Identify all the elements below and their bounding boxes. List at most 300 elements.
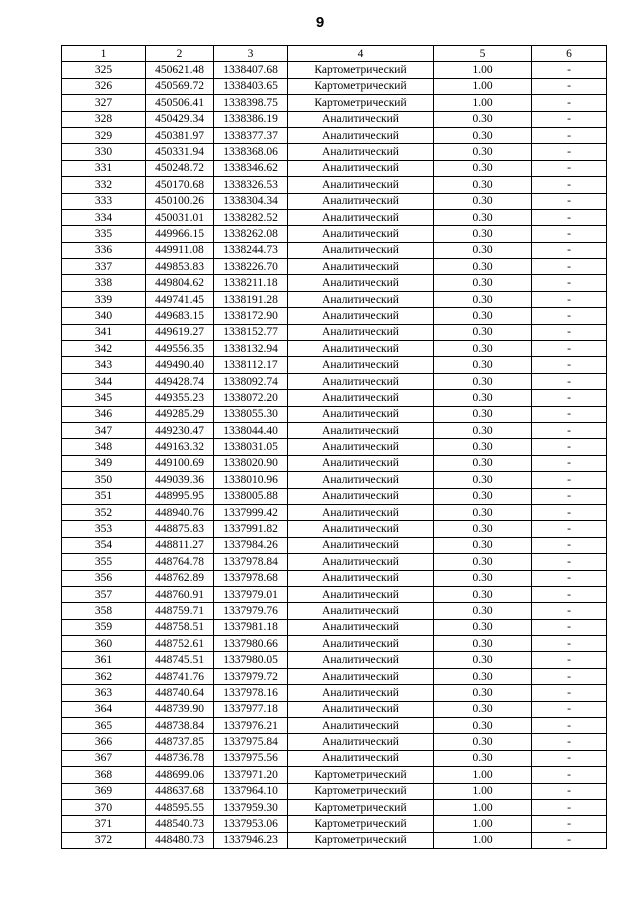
x-coordinate-cell: 448595.55 bbox=[146, 799, 214, 815]
y-coordinate-cell: 1338262.08 bbox=[214, 226, 288, 242]
accuracy-cell: 0.30 bbox=[434, 734, 532, 750]
x-coordinate-cell: 449853.83 bbox=[146, 259, 214, 275]
method-cell: Картометрический bbox=[288, 799, 434, 815]
x-coordinate-cell: 448759.71 bbox=[146, 603, 214, 619]
table-row bbox=[62, 111, 607, 127]
method-cell: Аналитический bbox=[288, 275, 434, 291]
accuracy-cell: 0.30 bbox=[434, 537, 532, 553]
point-number-cell: 367 bbox=[62, 750, 146, 766]
note-cell: - bbox=[532, 816, 607, 832]
point-number-cell: 368 bbox=[62, 767, 146, 783]
accuracy-cell: 0.30 bbox=[434, 275, 532, 291]
table-row bbox=[62, 603, 607, 619]
method-cell: Аналитический bbox=[288, 750, 434, 766]
table-row bbox=[62, 406, 607, 422]
table-row bbox=[62, 242, 607, 258]
note-cell: - bbox=[532, 373, 607, 389]
y-coordinate-cell: 1338072.20 bbox=[214, 390, 288, 406]
note-cell: - bbox=[532, 95, 607, 111]
accuracy-cell: 1.00 bbox=[434, 62, 532, 78]
y-coordinate-cell: 1338112.17 bbox=[214, 357, 288, 373]
table-row bbox=[62, 521, 607, 537]
note-cell: - bbox=[532, 455, 607, 471]
note-cell: - bbox=[532, 718, 607, 734]
table-row bbox=[62, 636, 607, 652]
x-coordinate-cell: 450429.34 bbox=[146, 111, 214, 127]
accuracy-cell: 0.30 bbox=[434, 357, 532, 373]
x-coordinate-cell: 450170.68 bbox=[146, 177, 214, 193]
x-coordinate-cell: 450506.41 bbox=[146, 95, 214, 111]
x-coordinate-cell: 448762.89 bbox=[146, 570, 214, 586]
y-coordinate-cell: 1338092.74 bbox=[214, 373, 288, 389]
point-number-cell: 357 bbox=[62, 586, 146, 602]
table-row bbox=[62, 259, 607, 275]
table-row bbox=[62, 127, 607, 143]
y-coordinate-cell: 1338055.30 bbox=[214, 406, 288, 422]
x-coordinate-cell: 448637.68 bbox=[146, 783, 214, 799]
note-cell: - bbox=[532, 78, 607, 94]
x-coordinate-cell: 450248.72 bbox=[146, 160, 214, 176]
y-coordinate-cell: 1338172.90 bbox=[214, 308, 288, 324]
accuracy-cell: 1.00 bbox=[434, 799, 532, 815]
point-number-cell: 347 bbox=[62, 422, 146, 438]
y-coordinate-cell: 1338407.68 bbox=[214, 62, 288, 78]
x-coordinate-cell: 449163.32 bbox=[146, 439, 214, 455]
table-row bbox=[62, 619, 607, 635]
note-cell: - bbox=[532, 439, 607, 455]
x-coordinate-cell: 448764.78 bbox=[146, 554, 214, 570]
x-coordinate-cell: 448811.27 bbox=[146, 537, 214, 553]
accuracy-cell: 0.30 bbox=[434, 570, 532, 586]
point-number-cell: 369 bbox=[62, 783, 146, 799]
point-number-cell: 326 bbox=[62, 78, 146, 94]
method-cell: Аналитический bbox=[288, 193, 434, 209]
y-coordinate-cell: 1338244.73 bbox=[214, 242, 288, 258]
method-cell: Аналитический bbox=[288, 472, 434, 488]
point-number-cell: 333 bbox=[62, 193, 146, 209]
x-coordinate-cell: 448740.64 bbox=[146, 685, 214, 701]
note-cell: - bbox=[532, 193, 607, 209]
table-row bbox=[62, 718, 607, 734]
y-coordinate-cell: 1338211.18 bbox=[214, 275, 288, 291]
accuracy-cell: 0.30 bbox=[434, 701, 532, 717]
x-coordinate-cell: 449285.29 bbox=[146, 406, 214, 422]
point-number-cell: 359 bbox=[62, 619, 146, 635]
table-row bbox=[62, 455, 607, 471]
table-row bbox=[62, 275, 607, 291]
table-row bbox=[62, 439, 607, 455]
y-coordinate-cell: 1338398.75 bbox=[214, 95, 288, 111]
x-coordinate-cell: 448940.76 bbox=[146, 504, 214, 520]
accuracy-cell: 1.00 bbox=[434, 832, 532, 848]
note-cell: - bbox=[532, 209, 607, 225]
header-cell-2: 2 bbox=[146, 46, 214, 62]
y-coordinate-cell: 1338226.70 bbox=[214, 259, 288, 275]
y-coordinate-cell: 1338326.53 bbox=[214, 177, 288, 193]
method-cell: Картометрический bbox=[288, 832, 434, 848]
point-number-cell: 366 bbox=[62, 734, 146, 750]
method-cell: Аналитический bbox=[288, 422, 434, 438]
point-number-cell: 372 bbox=[62, 832, 146, 848]
point-number-cell: 331 bbox=[62, 160, 146, 176]
accuracy-cell: 0.30 bbox=[434, 668, 532, 684]
y-coordinate-cell: 1337953.06 bbox=[214, 816, 288, 832]
note-cell: - bbox=[532, 832, 607, 848]
note-cell: - bbox=[532, 242, 607, 258]
x-coordinate-cell: 449556.35 bbox=[146, 341, 214, 357]
method-cell: Аналитический bbox=[288, 439, 434, 455]
y-coordinate-cell: 1338010.96 bbox=[214, 472, 288, 488]
method-cell: Аналитический bbox=[288, 521, 434, 537]
table-row bbox=[62, 341, 607, 357]
accuracy-cell: 0.30 bbox=[434, 177, 532, 193]
accuracy-cell: 0.30 bbox=[434, 439, 532, 455]
method-cell: Аналитический bbox=[288, 685, 434, 701]
x-coordinate-cell: 448752.61 bbox=[146, 636, 214, 652]
point-number-cell: 349 bbox=[62, 455, 146, 471]
x-coordinate-cell: 450100.26 bbox=[146, 193, 214, 209]
note-cell: - bbox=[532, 406, 607, 422]
y-coordinate-cell: 1338304.34 bbox=[214, 193, 288, 209]
method-cell: Аналитический bbox=[288, 406, 434, 422]
table-row bbox=[62, 62, 607, 78]
note-cell: - bbox=[532, 521, 607, 537]
point-number-cell: 335 bbox=[62, 226, 146, 242]
header-cell-3: 3 bbox=[214, 46, 288, 62]
method-cell: Аналитический bbox=[288, 718, 434, 734]
y-coordinate-cell: 1337980.05 bbox=[214, 652, 288, 668]
note-cell: - bbox=[532, 390, 607, 406]
x-coordinate-cell: 448736.78 bbox=[146, 750, 214, 766]
note-cell: - bbox=[532, 668, 607, 684]
accuracy-cell: 0.30 bbox=[434, 422, 532, 438]
note-cell: - bbox=[532, 750, 607, 766]
method-cell: Аналитический bbox=[288, 570, 434, 586]
accuracy-cell: 0.30 bbox=[434, 472, 532, 488]
accuracy-cell: 0.30 bbox=[434, 226, 532, 242]
table-row bbox=[62, 668, 607, 684]
x-coordinate-cell: 449490.40 bbox=[146, 357, 214, 373]
point-number-cell: 332 bbox=[62, 177, 146, 193]
x-coordinate-cell: 449355.23 bbox=[146, 390, 214, 406]
point-number-cell: 365 bbox=[62, 718, 146, 734]
table-row bbox=[62, 291, 607, 307]
x-coordinate-cell: 450381.97 bbox=[146, 127, 214, 143]
table-row bbox=[62, 160, 607, 176]
method-cell: Аналитический bbox=[288, 291, 434, 307]
point-number-cell: 338 bbox=[62, 275, 146, 291]
y-coordinate-cell: 1337977.18 bbox=[214, 701, 288, 717]
table-body bbox=[62, 62, 607, 849]
table-row bbox=[62, 652, 607, 668]
accuracy-cell: 1.00 bbox=[434, 783, 532, 799]
accuracy-cell: 0.30 bbox=[434, 259, 532, 275]
method-cell: Аналитический bbox=[288, 160, 434, 176]
note-cell: - bbox=[532, 226, 607, 242]
x-coordinate-cell: 448875.83 bbox=[146, 521, 214, 537]
accuracy-cell: 0.30 bbox=[434, 685, 532, 701]
accuracy-cell: 0.30 bbox=[434, 554, 532, 570]
table-row bbox=[62, 193, 607, 209]
point-number-cell: 337 bbox=[62, 259, 146, 275]
method-cell: Аналитический bbox=[288, 127, 434, 143]
x-coordinate-cell: 448739.90 bbox=[146, 701, 214, 717]
method-cell: Аналитический bbox=[288, 537, 434, 553]
note-cell: - bbox=[532, 767, 607, 783]
table-row bbox=[62, 750, 607, 766]
accuracy-cell: 1.00 bbox=[434, 816, 532, 832]
method-cell: Картометрический bbox=[288, 816, 434, 832]
point-number-cell: 354 bbox=[62, 537, 146, 553]
table-row bbox=[62, 799, 607, 815]
method-cell: Картометрический bbox=[288, 95, 434, 111]
accuracy-cell: 0.30 bbox=[434, 504, 532, 520]
table-row bbox=[62, 209, 607, 225]
x-coordinate-cell: 448758.51 bbox=[146, 619, 214, 635]
note-cell: - bbox=[532, 734, 607, 750]
note-cell: - bbox=[532, 308, 607, 324]
note-cell: - bbox=[532, 636, 607, 652]
y-coordinate-cell: 1337975.84 bbox=[214, 734, 288, 750]
x-coordinate-cell: 449741.45 bbox=[146, 291, 214, 307]
y-coordinate-cell: 1338377.37 bbox=[214, 127, 288, 143]
accuracy-cell: 0.30 bbox=[434, 603, 532, 619]
method-cell: Аналитический bbox=[288, 259, 434, 275]
accuracy-cell: 0.30 bbox=[434, 406, 532, 422]
note-cell: - bbox=[532, 341, 607, 357]
table-row bbox=[62, 816, 607, 832]
note-cell: - bbox=[532, 685, 607, 701]
method-cell: Аналитический bbox=[288, 701, 434, 717]
note-cell: - bbox=[532, 652, 607, 668]
point-number-cell: 358 bbox=[62, 603, 146, 619]
note-cell: - bbox=[532, 177, 607, 193]
y-coordinate-cell: 1337981.18 bbox=[214, 619, 288, 635]
note-cell: - bbox=[532, 783, 607, 799]
x-coordinate-cell: 450569.72 bbox=[146, 78, 214, 94]
x-coordinate-cell: 450331.94 bbox=[146, 144, 214, 160]
x-coordinate-cell: 449966.15 bbox=[146, 226, 214, 242]
method-cell: Аналитический bbox=[288, 144, 434, 160]
point-number-cell: 330 bbox=[62, 144, 146, 160]
note-cell: - bbox=[532, 275, 607, 291]
table-row bbox=[62, 373, 607, 389]
note-cell: - bbox=[532, 472, 607, 488]
y-coordinate-cell: 1338368.06 bbox=[214, 144, 288, 160]
y-coordinate-cell: 1337999.42 bbox=[214, 504, 288, 520]
point-number-cell: 325 bbox=[62, 62, 146, 78]
note-cell: - bbox=[532, 603, 607, 619]
note-cell: - bbox=[532, 324, 607, 340]
y-coordinate-cell: 1337964.10 bbox=[214, 783, 288, 799]
method-cell: Аналитический bbox=[288, 554, 434, 570]
accuracy-cell: 0.30 bbox=[434, 750, 532, 766]
accuracy-cell: 0.30 bbox=[434, 209, 532, 225]
method-cell: Аналитический bbox=[288, 619, 434, 635]
method-cell: Аналитический bbox=[288, 242, 434, 258]
method-cell: Аналитический bbox=[288, 373, 434, 389]
accuracy-cell: 0.30 bbox=[434, 521, 532, 537]
table-row bbox=[62, 783, 607, 799]
point-number-cell: 361 bbox=[62, 652, 146, 668]
y-coordinate-cell: 1338044.40 bbox=[214, 422, 288, 438]
x-coordinate-cell: 449911.08 bbox=[146, 242, 214, 258]
point-number-cell: 336 bbox=[62, 242, 146, 258]
x-coordinate-cell: 449100.69 bbox=[146, 455, 214, 471]
accuracy-cell: 0.30 bbox=[434, 160, 532, 176]
method-cell: Аналитический bbox=[288, 488, 434, 504]
point-number-cell: 345 bbox=[62, 390, 146, 406]
point-number-cell: 348 bbox=[62, 439, 146, 455]
note-cell: - bbox=[532, 259, 607, 275]
note-cell: - bbox=[532, 62, 607, 78]
table-row bbox=[62, 357, 607, 373]
y-coordinate-cell: 1337946.23 bbox=[214, 832, 288, 848]
x-coordinate-cell: 449230.47 bbox=[146, 422, 214, 438]
accuracy-cell: 1.00 bbox=[434, 95, 532, 111]
y-coordinate-cell: 1338152.77 bbox=[214, 324, 288, 340]
x-coordinate-cell: 449428.74 bbox=[146, 373, 214, 389]
point-number-cell: 352 bbox=[62, 504, 146, 520]
y-coordinate-cell: 1337978.68 bbox=[214, 570, 288, 586]
header-cell-5: 5 bbox=[434, 46, 532, 62]
y-coordinate-cell: 1338020.90 bbox=[214, 455, 288, 471]
note-cell: - bbox=[532, 570, 607, 586]
note-cell: - bbox=[532, 127, 607, 143]
point-number-cell: 360 bbox=[62, 636, 146, 652]
table-row bbox=[62, 537, 607, 553]
table-row bbox=[62, 226, 607, 242]
x-coordinate-cell: 449804.62 bbox=[146, 275, 214, 291]
table-row bbox=[62, 78, 607, 94]
note-cell: - bbox=[532, 357, 607, 373]
method-cell: Аналитический bbox=[288, 308, 434, 324]
table-row bbox=[62, 390, 607, 406]
x-coordinate-cell: 448995.95 bbox=[146, 488, 214, 504]
table-row bbox=[62, 308, 607, 324]
y-coordinate-cell: 1337959.30 bbox=[214, 799, 288, 815]
point-number-cell: 341 bbox=[62, 324, 146, 340]
x-coordinate-cell: 448737.85 bbox=[146, 734, 214, 750]
x-coordinate-cell: 449683.15 bbox=[146, 308, 214, 324]
y-coordinate-cell: 1337978.84 bbox=[214, 554, 288, 570]
x-coordinate-cell: 448738.84 bbox=[146, 718, 214, 734]
y-coordinate-cell: 1338005.88 bbox=[214, 488, 288, 504]
point-number-cell: 364 bbox=[62, 701, 146, 717]
method-cell: Аналитический bbox=[288, 455, 434, 471]
x-coordinate-cell: 448540.73 bbox=[146, 816, 214, 832]
table-row bbox=[62, 422, 607, 438]
point-number-cell: 350 bbox=[62, 472, 146, 488]
method-cell: Картометрический bbox=[288, 783, 434, 799]
y-coordinate-cell: 1338386.19 bbox=[214, 111, 288, 127]
accuracy-cell: 0.30 bbox=[434, 144, 532, 160]
point-number-cell: 371 bbox=[62, 816, 146, 832]
note-cell: - bbox=[532, 619, 607, 635]
header-cell-6: 6 bbox=[532, 46, 607, 62]
point-number-cell: 353 bbox=[62, 521, 146, 537]
y-coordinate-cell: 1337971.20 bbox=[214, 767, 288, 783]
method-cell: Картометрический bbox=[288, 62, 434, 78]
accuracy-cell: 0.30 bbox=[434, 652, 532, 668]
table-row bbox=[62, 554, 607, 570]
note-cell: - bbox=[532, 504, 607, 520]
method-cell: Картометрический bbox=[288, 78, 434, 94]
note-cell: - bbox=[532, 586, 607, 602]
header-row bbox=[62, 46, 607, 62]
point-number-cell: 346 bbox=[62, 406, 146, 422]
x-coordinate-cell: 450621.48 bbox=[146, 62, 214, 78]
method-cell: Аналитический bbox=[288, 734, 434, 750]
y-coordinate-cell: 1338282.52 bbox=[214, 209, 288, 225]
accuracy-cell: 0.30 bbox=[434, 341, 532, 357]
y-coordinate-cell: 1337976.21 bbox=[214, 718, 288, 734]
note-cell: - bbox=[532, 111, 607, 127]
note-cell: - bbox=[532, 701, 607, 717]
y-coordinate-cell: 1337980.66 bbox=[214, 636, 288, 652]
y-coordinate-cell: 1337979.01 bbox=[214, 586, 288, 602]
table-row bbox=[62, 586, 607, 602]
note-cell: - bbox=[532, 799, 607, 815]
point-number-cell: 328 bbox=[62, 111, 146, 127]
accuracy-cell: 0.30 bbox=[434, 718, 532, 734]
method-cell: Аналитический bbox=[288, 177, 434, 193]
header-cell-1: 1 bbox=[62, 46, 146, 62]
table-row bbox=[62, 570, 607, 586]
accuracy-cell: 0.30 bbox=[434, 455, 532, 471]
accuracy-cell: 0.30 bbox=[434, 373, 532, 389]
table-row bbox=[62, 95, 607, 111]
method-cell: Аналитический bbox=[288, 226, 434, 242]
table-row bbox=[62, 685, 607, 701]
accuracy-cell: 0.30 bbox=[434, 619, 532, 635]
y-coordinate-cell: 1337975.56 bbox=[214, 750, 288, 766]
accuracy-cell: 0.30 bbox=[434, 390, 532, 406]
method-cell: Аналитический bbox=[288, 504, 434, 520]
x-coordinate-cell: 450031.01 bbox=[146, 209, 214, 225]
method-cell: Аналитический bbox=[288, 603, 434, 619]
accuracy-cell: 0.30 bbox=[434, 291, 532, 307]
method-cell: Аналитический bbox=[288, 668, 434, 684]
y-coordinate-cell: 1338031.05 bbox=[214, 439, 288, 455]
accuracy-cell: 0.30 bbox=[434, 193, 532, 209]
table-row bbox=[62, 324, 607, 340]
accuracy-cell: 0.30 bbox=[434, 488, 532, 504]
table-row bbox=[62, 701, 607, 717]
method-cell: Аналитический bbox=[288, 324, 434, 340]
note-cell: - bbox=[532, 537, 607, 553]
y-coordinate-cell: 1337979.76 bbox=[214, 603, 288, 619]
method-cell: Аналитический bbox=[288, 341, 434, 357]
method-cell: Аналитический bbox=[288, 636, 434, 652]
header-cell-4: 4 bbox=[288, 46, 434, 62]
point-number-cell: 370 bbox=[62, 799, 146, 815]
y-coordinate-cell: 1338403.65 bbox=[214, 78, 288, 94]
note-cell: - bbox=[532, 144, 607, 160]
y-coordinate-cell: 1337978.16 bbox=[214, 685, 288, 701]
y-coordinate-cell: 1338132.94 bbox=[214, 341, 288, 357]
y-coordinate-cell: 1337979.72 bbox=[214, 668, 288, 684]
page-number: 9 bbox=[315, 14, 325, 31]
accuracy-cell: 0.30 bbox=[434, 586, 532, 602]
table-row bbox=[62, 472, 607, 488]
table-row bbox=[62, 144, 607, 160]
table-row bbox=[62, 832, 607, 848]
y-coordinate-cell: 1337984.26 bbox=[214, 537, 288, 553]
point-number-cell: 343 bbox=[62, 357, 146, 373]
table-row bbox=[62, 734, 607, 750]
note-cell: - bbox=[532, 554, 607, 570]
